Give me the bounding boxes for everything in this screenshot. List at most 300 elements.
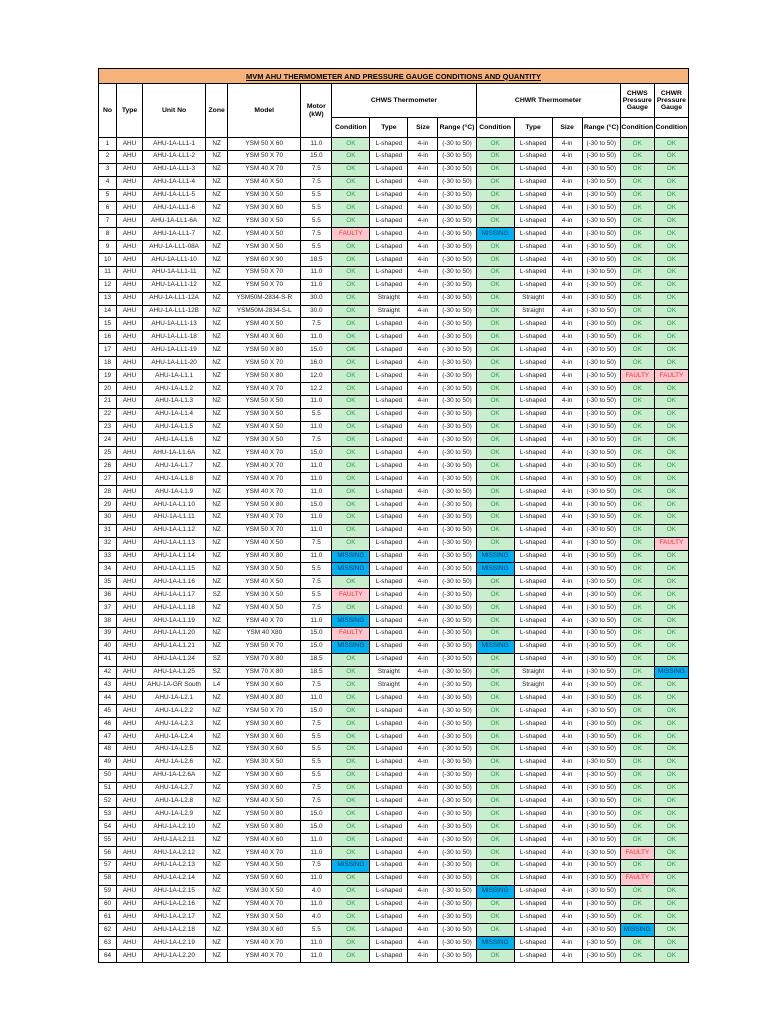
cell-model: YSM 40 X 70 bbox=[228, 473, 301, 486]
cell-chwr-condition: MISSING bbox=[476, 640, 514, 653]
cell-chwr-range: (-30 to 50) bbox=[582, 718, 620, 731]
cell-model: YSM 40 X 70 bbox=[228, 511, 301, 524]
cell-zone: L4 bbox=[206, 679, 228, 692]
cell-chws-condition: OK bbox=[332, 511, 370, 524]
cell-motor-kw: 5.5 bbox=[301, 215, 332, 228]
cell-type: AHU bbox=[117, 640, 143, 653]
cell-chws-condition: OK bbox=[332, 305, 370, 318]
cell-zone: NZ bbox=[206, 627, 228, 640]
cell-chws-pg-condition: OK bbox=[620, 395, 654, 408]
cell-chwr-pg-condition: OK bbox=[654, 730, 688, 743]
cell-chws-condition: OK bbox=[332, 357, 370, 370]
cell-no: 23 bbox=[99, 421, 117, 434]
cell-chwr-type: L-shaped bbox=[514, 202, 552, 215]
cell-chwr-range: (-30 to 50) bbox=[582, 666, 620, 679]
cell-motor-kw: 11.0 bbox=[301, 511, 332, 524]
cell-chwr-pg-condition: OK bbox=[654, 511, 688, 524]
cell-chws-type: L-shaped bbox=[370, 537, 408, 550]
cell-chwr-condition: OK bbox=[476, 524, 514, 537]
cell-chwr-size: 4-in bbox=[552, 408, 582, 421]
cell-chwr-type: L-shaped bbox=[514, 627, 552, 640]
cell-chwr-condition: OK bbox=[476, 808, 514, 821]
cell-zone: NZ bbox=[206, 576, 228, 589]
cell-chwr-type: Straight bbox=[514, 292, 552, 305]
cell-chws-range: (-30 to 50) bbox=[438, 434, 476, 447]
cell-motor-kw: 15.0 bbox=[301, 498, 332, 511]
cell-unit-no: AHU-1A-L2.7 bbox=[143, 782, 206, 795]
table-row bbox=[99, 743, 689, 756]
cell-chwr-condition: MISSING bbox=[476, 228, 514, 241]
cell-unit-no: AHU-1A-L1.19 bbox=[143, 614, 206, 627]
cell-chwr-range: (-30 to 50) bbox=[582, 846, 620, 859]
table-row bbox=[99, 215, 689, 228]
cell-chws-type: L-shaped bbox=[370, 885, 408, 898]
sub-header-chws-pg-condition: Condition bbox=[620, 118, 654, 138]
cell-chws-size: 4-in bbox=[408, 756, 438, 769]
cell-chws-size: 4-in bbox=[408, 692, 438, 705]
cell-no: 58 bbox=[99, 872, 117, 885]
cell-chws-range: (-30 to 50) bbox=[438, 640, 476, 653]
cell-chws-type: L-shaped bbox=[370, 189, 408, 202]
table-row bbox=[99, 924, 689, 937]
cell-no: 40 bbox=[99, 640, 117, 653]
cell-chws-range: (-30 to 50) bbox=[438, 576, 476, 589]
cell-chwr-type: L-shaped bbox=[514, 279, 552, 292]
cell-chws-condition: OK bbox=[332, 382, 370, 395]
cell-zone: NZ bbox=[206, 176, 228, 189]
cell-chws-type: L-shaped bbox=[370, 138, 408, 151]
cell-chwr-type: L-shaped bbox=[514, 782, 552, 795]
table-row bbox=[99, 176, 689, 189]
cell-zone: NZ bbox=[206, 743, 228, 756]
col-header-zone: Zone bbox=[206, 84, 228, 138]
cell-chwr-type: L-shaped bbox=[514, 537, 552, 550]
cell-unit-no: AHU-1A-LL1-12A bbox=[143, 292, 206, 305]
cell-chwr-type: L-shaped bbox=[514, 395, 552, 408]
table-row bbox=[99, 266, 689, 279]
cell-chwr-size: 4-in bbox=[552, 163, 582, 176]
cell-motor-kw: 15.0 bbox=[301, 808, 332, 821]
cell-zone: SZ bbox=[206, 589, 228, 602]
cell-no: 62 bbox=[99, 924, 117, 937]
sub-header-chws-range: Range (°C) bbox=[438, 118, 476, 138]
cell-chwr-pg-condition: OK bbox=[654, 215, 688, 228]
cell-chwr-pg-condition: OK bbox=[654, 266, 688, 279]
cell-chws-type: L-shaped bbox=[370, 150, 408, 163]
cell-chwr-pg-condition: OK bbox=[654, 911, 688, 924]
cell-chwr-type: L-shaped bbox=[514, 937, 552, 950]
cell-no: 3 bbox=[99, 163, 117, 176]
cell-chws-size: 4-in bbox=[408, 318, 438, 331]
cell-type: AHU bbox=[117, 318, 143, 331]
cell-chwr-type: L-shaped bbox=[514, 550, 552, 563]
cell-no: 52 bbox=[99, 795, 117, 808]
cell-chws-pg-condition: OK bbox=[620, 215, 654, 228]
cell-no: 21 bbox=[99, 395, 117, 408]
cell-zone: NZ bbox=[206, 382, 228, 395]
cell-chwr-range: (-30 to 50) bbox=[582, 189, 620, 202]
cell-chwr-pg-condition: OK bbox=[654, 318, 688, 331]
cell-chws-pg-condition: OK bbox=[620, 434, 654, 447]
cell-chwr-range: (-30 to 50) bbox=[582, 382, 620, 395]
cell-chwr-type: L-shaped bbox=[514, 254, 552, 267]
cell-no: 16 bbox=[99, 331, 117, 344]
cell-model: YSM 50 X 50 bbox=[228, 395, 301, 408]
cell-chwr-size: 4-in bbox=[552, 614, 582, 627]
cell-chws-condition: OK bbox=[332, 924, 370, 937]
cell-model: YSM 40 X 70 bbox=[228, 950, 301, 963]
cell-chwr-range: (-30 to 50) bbox=[582, 730, 620, 743]
cell-chwr-type: L-shaped bbox=[514, 473, 552, 486]
cell-chwr-condition: OK bbox=[476, 382, 514, 395]
cell-chws-range: (-30 to 50) bbox=[438, 215, 476, 228]
cell-type: AHU bbox=[117, 950, 143, 963]
cell-chws-condition: OK bbox=[332, 486, 370, 499]
cell-no: 46 bbox=[99, 718, 117, 731]
cell-chws-size: 4-in bbox=[408, 666, 438, 679]
cell-chws-pg-condition: OK bbox=[620, 730, 654, 743]
cell-unit-no: AHU-1A-L2.2 bbox=[143, 705, 206, 718]
cell-zone: NZ bbox=[206, 357, 228, 370]
cell-model: YSM 30 X 60 bbox=[228, 924, 301, 937]
cell-motor-kw: 5.5 bbox=[301, 189, 332, 202]
cell-motor-kw: 11.0 bbox=[301, 846, 332, 859]
group-header-chws-thermometer: CHWS Thermometer bbox=[332, 84, 476, 118]
cell-chws-condition: OK bbox=[332, 602, 370, 615]
cell-chwr-range: (-30 to 50) bbox=[582, 602, 620, 615]
cell-model: YSM 40 X 70 bbox=[228, 447, 301, 460]
cell-chwr-size: 4-in bbox=[552, 150, 582, 163]
cell-type: AHU bbox=[117, 408, 143, 421]
cell-chws-range: (-30 to 50) bbox=[438, 279, 476, 292]
cell-chwr-type: L-shaped bbox=[514, 589, 552, 602]
cell-chws-type: L-shaped bbox=[370, 331, 408, 344]
cell-chws-type: L-shaped bbox=[370, 163, 408, 176]
cell-chwr-range: (-30 to 50) bbox=[582, 950, 620, 963]
cell-chws-condition: OK bbox=[332, 937, 370, 950]
table-row bbox=[99, 589, 689, 602]
cell-chwr-size: 4-in bbox=[552, 215, 582, 228]
cell-chwr-type: L-shaped bbox=[514, 344, 552, 357]
cell-type: AHU bbox=[117, 859, 143, 872]
cell-motor-kw: 15.0 bbox=[301, 640, 332, 653]
cell-chws-condition: OK bbox=[332, 730, 370, 743]
cell-chws-type: L-shaped bbox=[370, 421, 408, 434]
cell-chws-type: L-shaped bbox=[370, 318, 408, 331]
cell-chws-size: 4-in bbox=[408, 215, 438, 228]
cell-chwr-condition: OK bbox=[476, 859, 514, 872]
cell-chws-pg-condition: OK bbox=[620, 627, 654, 640]
cell-chwr-size: 4-in bbox=[552, 357, 582, 370]
cell-chwr-pg-condition: OK bbox=[654, 305, 688, 318]
cell-no: 27 bbox=[99, 473, 117, 486]
cell-motor-kw: 30.0 bbox=[301, 292, 332, 305]
cell-chwr-pg-condition: OK bbox=[654, 460, 688, 473]
cell-zone: NZ bbox=[206, 331, 228, 344]
cell-chws-type: L-shaped bbox=[370, 782, 408, 795]
cell-motor-kw: 5.5 bbox=[301, 756, 332, 769]
table-row bbox=[99, 344, 689, 357]
cell-chwr-type: L-shaped bbox=[514, 640, 552, 653]
sub-header-chwr-range: Range (°C) bbox=[582, 118, 620, 138]
cell-type: AHU bbox=[117, 756, 143, 769]
cell-motor-kw: 5.5 bbox=[301, 589, 332, 602]
cell-no: 2 bbox=[99, 150, 117, 163]
cell-chwr-condition: OK bbox=[476, 370, 514, 383]
cell-unit-no: AHU-1A-L2.18 bbox=[143, 924, 206, 937]
cell-chwr-size: 4-in bbox=[552, 292, 582, 305]
cell-type: AHU bbox=[117, 821, 143, 834]
cell-chws-condition: OK bbox=[332, 279, 370, 292]
cell-no: 28 bbox=[99, 486, 117, 499]
cell-unit-no: AHU-1A-GR South bbox=[143, 679, 206, 692]
cell-model: YSM 60 X 90 bbox=[228, 254, 301, 267]
table-row bbox=[99, 460, 689, 473]
cell-model: YSM 30 X 50 bbox=[228, 885, 301, 898]
cell-chws-pg-condition: OK bbox=[620, 305, 654, 318]
table-row bbox=[99, 395, 689, 408]
cell-chwr-condition: OK bbox=[476, 705, 514, 718]
cell-chwr-range: (-30 to 50) bbox=[582, 743, 620, 756]
cell-chws-pg-condition: OK bbox=[620, 756, 654, 769]
cell-chws-range: (-30 to 50) bbox=[438, 808, 476, 821]
table-row bbox=[99, 937, 689, 950]
cell-chwr-range: (-30 to 50) bbox=[582, 292, 620, 305]
cell-unit-no: AHU-1A-L1.3 bbox=[143, 395, 206, 408]
table-row bbox=[99, 486, 689, 499]
cell-unit-no: AHU-1A-L2.1 bbox=[143, 692, 206, 705]
cell-chwr-pg-condition: OK bbox=[654, 795, 688, 808]
cell-model: YSM 40 X 70 bbox=[228, 898, 301, 911]
cell-chws-type: L-shaped bbox=[370, 202, 408, 215]
cell-motor-kw: 7.5 bbox=[301, 718, 332, 731]
cell-chws-size: 4-in bbox=[408, 859, 438, 872]
cell-chwr-type: L-shaped bbox=[514, 576, 552, 589]
cell-type: AHU bbox=[117, 498, 143, 511]
cell-chwr-type: L-shaped bbox=[514, 705, 552, 718]
cell-chws-size: 4-in bbox=[408, 344, 438, 357]
cell-type: AHU bbox=[117, 292, 143, 305]
cell-chws-type: L-shaped bbox=[370, 395, 408, 408]
cell-no: 5 bbox=[99, 189, 117, 202]
cell-model: YSM50M-2834-S-L bbox=[228, 305, 301, 318]
table-row bbox=[99, 473, 689, 486]
table-row bbox=[99, 241, 689, 254]
cell-chws-size: 4-in bbox=[408, 163, 438, 176]
cell-chwr-condition: OK bbox=[476, 718, 514, 731]
cell-chwr-range: (-30 to 50) bbox=[582, 486, 620, 499]
cell-chwr-condition: OK bbox=[476, 318, 514, 331]
cell-chwr-condition: OK bbox=[476, 473, 514, 486]
cell-chwr-type: L-shaped bbox=[514, 163, 552, 176]
cell-unit-no: AHU-1A-L2.6 bbox=[143, 756, 206, 769]
cell-chwr-condition: OK bbox=[476, 614, 514, 627]
cell-chwr-range: (-30 to 50) bbox=[582, 821, 620, 834]
cell-chwr-range: (-30 to 50) bbox=[582, 408, 620, 421]
cell-chws-range: (-30 to 50) bbox=[438, 537, 476, 550]
cell-chws-size: 4-in bbox=[408, 795, 438, 808]
cell-unit-no: AHU-1A-L1.12 bbox=[143, 524, 206, 537]
cell-chws-condition: OK bbox=[332, 769, 370, 782]
cell-no: 13 bbox=[99, 292, 117, 305]
cell-chwr-range: (-30 to 50) bbox=[582, 859, 620, 872]
cell-chwr-type: L-shaped bbox=[514, 730, 552, 743]
cell-model: YSM 40 X 50 bbox=[228, 318, 301, 331]
cell-chws-pg-condition: OK bbox=[620, 331, 654, 344]
cell-chws-type: L-shaped bbox=[370, 821, 408, 834]
table-row bbox=[99, 254, 689, 267]
cell-chwr-pg-condition: OK bbox=[654, 602, 688, 615]
cell-model: YSM 30 X 60 bbox=[228, 743, 301, 756]
cell-chwr-type: L-shaped bbox=[514, 885, 552, 898]
cell-chws-condition: OK bbox=[332, 911, 370, 924]
cell-chws-condition: MISSING bbox=[332, 640, 370, 653]
cell-zone: NZ bbox=[206, 266, 228, 279]
cell-motor-kw: 11.0 bbox=[301, 395, 332, 408]
cell-no: 29 bbox=[99, 498, 117, 511]
cell-chwr-range: (-30 to 50) bbox=[582, 395, 620, 408]
cell-chwr-pg-condition: OK bbox=[654, 756, 688, 769]
sub-header-chws-type: Type bbox=[370, 118, 408, 138]
cell-zone: NZ bbox=[206, 756, 228, 769]
cell-chwr-pg-condition: OK bbox=[654, 937, 688, 950]
cell-chwr-type: Straight bbox=[514, 305, 552, 318]
cell-chwr-condition: OK bbox=[476, 434, 514, 447]
cell-unit-no: AHU-1A-L1.18 bbox=[143, 602, 206, 615]
cell-type: AHU bbox=[117, 898, 143, 911]
cell-chwr-condition: OK bbox=[476, 498, 514, 511]
table-row bbox=[99, 859, 689, 872]
table-row bbox=[99, 782, 689, 795]
cell-chwr-size: 4-in bbox=[552, 382, 582, 395]
cell-chws-range: (-30 to 50) bbox=[438, 885, 476, 898]
cell-chwr-pg-condition: OK bbox=[654, 834, 688, 847]
cell-chwr-range: (-30 to 50) bbox=[582, 279, 620, 292]
cell-chwr-range: (-30 to 50) bbox=[582, 344, 620, 357]
cell-model: YSM 40 X 50 bbox=[228, 228, 301, 241]
cell-type: AHU bbox=[117, 576, 143, 589]
table-row bbox=[99, 150, 689, 163]
cell-type: AHU bbox=[117, 473, 143, 486]
cell-motor-kw: 7.5 bbox=[301, 576, 332, 589]
cell-zone: NZ bbox=[206, 640, 228, 653]
cell-chws-condition: OK bbox=[332, 408, 370, 421]
cell-chwr-type: L-shaped bbox=[514, 434, 552, 447]
cell-unit-no: AHU-1A-L1.1 bbox=[143, 370, 206, 383]
cell-chws-type: L-shaped bbox=[370, 872, 408, 885]
cell-chwr-pg-condition: OK bbox=[654, 859, 688, 872]
col-header-no: No bbox=[99, 84, 117, 138]
cell-zone: NZ bbox=[206, 872, 228, 885]
sub-header-chws-condition: Condition bbox=[332, 118, 370, 138]
cell-chwr-type: L-shaped bbox=[514, 872, 552, 885]
cell-chws-range: (-30 to 50) bbox=[438, 911, 476, 924]
cell-model: YSM 50 X 80 bbox=[228, 821, 301, 834]
cell-chwr-pg-condition: OK bbox=[654, 589, 688, 602]
cell-chws-condition: FAULTY bbox=[332, 228, 370, 241]
cell-chwr-condition: OK bbox=[476, 331, 514, 344]
cell-zone: NZ bbox=[206, 447, 228, 460]
cell-chwr-size: 4-in bbox=[552, 460, 582, 473]
cell-chws-condition: FAULTY bbox=[332, 627, 370, 640]
cell-zone: NZ bbox=[206, 614, 228, 627]
cell-chws-size: 4-in bbox=[408, 730, 438, 743]
cell-chwr-condition: MISSING bbox=[476, 563, 514, 576]
cell-chws-pg-condition: OK bbox=[620, 576, 654, 589]
table-title: MVM AHU THERMOMETER AND PRESSURE GAUGE CONDITIONS AND QUANTITY bbox=[98, 68, 689, 83]
cell-chws-pg-condition: OK bbox=[620, 718, 654, 731]
cell-zone: NZ bbox=[206, 769, 228, 782]
cell-chwr-range: (-30 to 50) bbox=[582, 795, 620, 808]
cell-unit-no: AHU-1A-LL1-18 bbox=[143, 331, 206, 344]
cell-chwr-type: L-shaped bbox=[514, 602, 552, 615]
cell-chws-type: L-shaped bbox=[370, 344, 408, 357]
cell-model: YSM 30 X 50 bbox=[228, 215, 301, 228]
table-row bbox=[99, 872, 689, 885]
cell-zone: SZ bbox=[206, 666, 228, 679]
cell-chwr-pg-condition: OK bbox=[654, 254, 688, 267]
cell-chwr-range: (-30 to 50) bbox=[582, 318, 620, 331]
cell-chwr-range: (-30 to 50) bbox=[582, 473, 620, 486]
cell-chwr-pg-condition: MISSING bbox=[654, 666, 688, 679]
cell-chws-type: L-shaped bbox=[370, 498, 408, 511]
cell-chwr-condition: OK bbox=[476, 911, 514, 924]
cell-chws-size: 4-in bbox=[408, 937, 438, 950]
cell-chwr-size: 4-in bbox=[552, 511, 582, 524]
cell-no: 20 bbox=[99, 382, 117, 395]
cell-no: 18 bbox=[99, 357, 117, 370]
cell-chwr-size: 4-in bbox=[552, 730, 582, 743]
cell-chws-size: 4-in bbox=[408, 266, 438, 279]
cell-chwr-size: 4-in bbox=[552, 447, 582, 460]
cell-chws-condition: OK bbox=[332, 344, 370, 357]
cell-no: 36 bbox=[99, 589, 117, 602]
cell-chws-condition: OK bbox=[332, 215, 370, 228]
cell-zone: NZ bbox=[206, 859, 228, 872]
cell-chws-type: L-shaped bbox=[370, 640, 408, 653]
cell-chwr-range: (-30 to 50) bbox=[582, 692, 620, 705]
cell-chwr-size: 4-in bbox=[552, 846, 582, 859]
cell-chwr-range: (-30 to 50) bbox=[582, 150, 620, 163]
cell-model: YSM 50 X 70 bbox=[228, 279, 301, 292]
cell-chws-condition: MISSING bbox=[332, 550, 370, 563]
cell-type: AHU bbox=[117, 782, 143, 795]
table-row bbox=[99, 408, 689, 421]
cell-zone: NZ bbox=[206, 305, 228, 318]
col-header-motor-kw: Motor (kW) bbox=[301, 84, 332, 138]
cell-chwr-range: (-30 to 50) bbox=[582, 163, 620, 176]
cell-unit-no: AHU-1A-L2.4 bbox=[143, 730, 206, 743]
cell-unit-no: AHU-1A-LL1-11 bbox=[143, 266, 206, 279]
cell-chws-pg-condition: OK bbox=[620, 666, 654, 679]
cell-chwr-size: 4-in bbox=[552, 692, 582, 705]
cell-chwr-type: L-shaped bbox=[514, 138, 552, 151]
cell-no: 32 bbox=[99, 537, 117, 550]
cell-chws-range: (-30 to 50) bbox=[438, 679, 476, 692]
cell-chwr-size: 4-in bbox=[552, 228, 582, 241]
cell-chwr-size: 4-in bbox=[552, 640, 582, 653]
cell-chwr-size: 4-in bbox=[552, 627, 582, 640]
cell-unit-no: AHU-1A-LL1-7 bbox=[143, 228, 206, 241]
table-row bbox=[99, 885, 689, 898]
cell-chwr-pg-condition: OK bbox=[654, 498, 688, 511]
cell-chwr-type: L-shaped bbox=[514, 898, 552, 911]
cell-chwr-range: (-30 to 50) bbox=[582, 563, 620, 576]
table-row bbox=[99, 279, 689, 292]
cell-chwr-condition: OK bbox=[476, 189, 514, 202]
cell-chwr-range: (-30 to 50) bbox=[582, 937, 620, 950]
cell-chws-size: 4-in bbox=[408, 576, 438, 589]
